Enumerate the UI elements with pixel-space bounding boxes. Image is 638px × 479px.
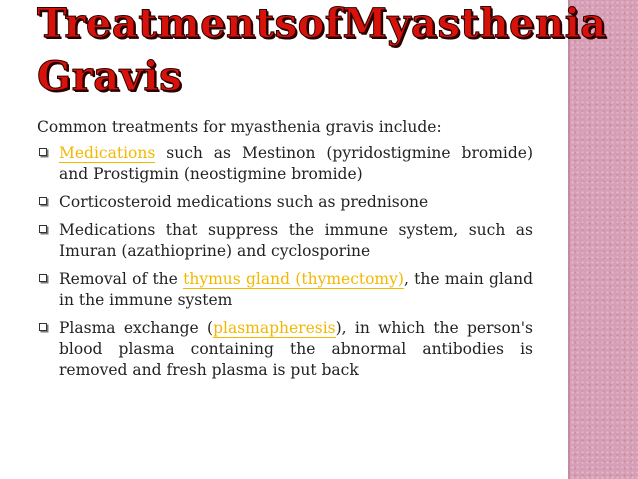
slide-body: [37, 117, 533, 388]
link-medications[interactable]: Medications: [59, 144, 156, 162]
treatment-list: [37, 143, 533, 381]
intro-text: Common treatments for myasthenia gravis include:: [37, 118, 442, 136]
item-text-pre: Corticosteroid medications such as prednisone: [59, 193, 429, 211]
slide-title-line-2: Gravis: [37, 53, 183, 100]
list-item: [37, 143, 533, 185]
title-word-1: Treatments: [37, 0, 298, 47]
item-text-pre: Removal of the: [59, 270, 184, 288]
item-text-post: such as Mestinon (pyridostigmine bromide) and Prostigmin (neostigmine bromide): [59, 144, 533, 183]
list-item: [37, 269, 533, 311]
list-item: [37, 192, 533, 213]
title-word-2: of: [297, 0, 343, 47]
item-text-pre: Plasma exchange (: [59, 319, 214, 337]
item-text-post: ), in which the person's blood plasma containing the abnormal antibodies is removed and fresh plasma is put back: [59, 319, 533, 379]
decorative-sidebar: [568, 0, 638, 479]
checkbox-bullet-icon: [39, 148, 47, 156]
link-thymus-gland[interactable]: thymus gland (thymectomy): [183, 270, 404, 288]
list-item: [37, 318, 533, 381]
title-word-3: Myasthenia: [342, 0, 607, 47]
link-plasmapheresis[interactable]: plasmapheresis: [213, 319, 336, 337]
item-text-pre: Medications that suppress the immune system, such as Imuran (azathioprine) and cyclosporine: [59, 221, 533, 260]
list-item: [37, 220, 533, 262]
checkbox-bullet-icon: [39, 274, 47, 282]
checkbox-bullet-icon: [39, 225, 47, 233]
item-text-post: , the main gland in the immune system: [59, 270, 534, 309]
slide-title-line-1: [37, 0, 607, 47]
checkbox-bullet-icon: [39, 323, 47, 331]
checkbox-bullet-icon: [39, 197, 47, 205]
